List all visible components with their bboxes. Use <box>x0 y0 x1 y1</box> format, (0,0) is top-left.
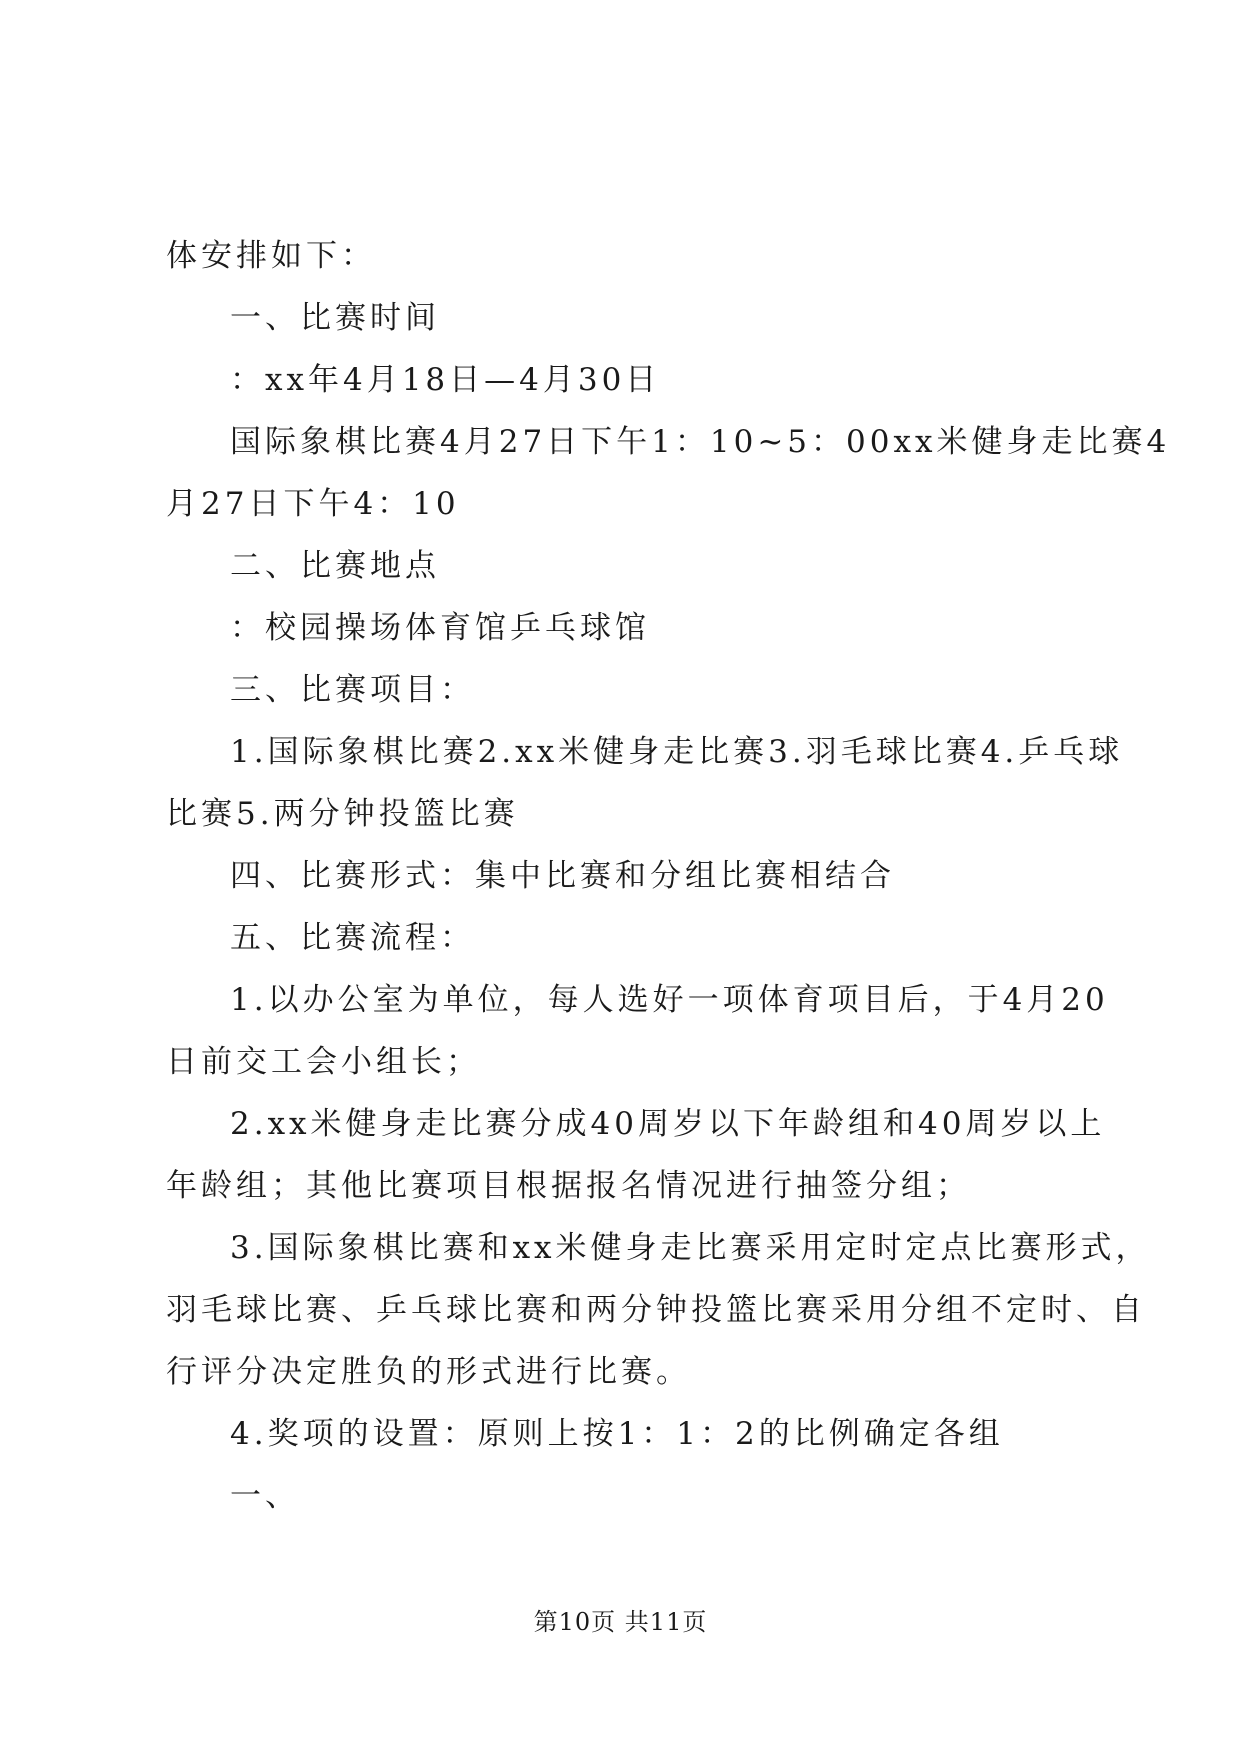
text-line: 体安排如下： <box>166 238 376 274</box>
section-heading: 四、比赛形式：集中比赛和分组比赛相结合 <box>230 858 895 894</box>
text-line: 1.以办公室为单位，每人选好一项体育项目后，于4月20 <box>230 982 1109 1018</box>
section-heading: 五、比赛流程： <box>230 920 475 956</box>
text-line: 年龄组；其他比赛项目根据报名情况进行抽签分组； <box>166 1168 971 1204</box>
text-line: 羽毛球比赛、乒乓球比赛和两分钟投篮比赛采用分组不定时、自 <box>166 1292 1146 1328</box>
section-heading: 一、比赛时间 <box>230 300 440 336</box>
text-line: ：xx年4月18日—4月30日 <box>230 362 661 398</box>
text-line: 一、 <box>230 1478 300 1514</box>
text-line: 日前交工会小组长； <box>166 1044 481 1080</box>
text-line: 4.奖项的设置：原则上按1：1：2的比例确定各组 <box>230 1416 1004 1452</box>
page-footer: 第10页 共11页 <box>533 1608 708 1636</box>
text-line: 行评分决定胜负的形式进行比赛。 <box>166 1354 691 1390</box>
text-line: 国际象棋比赛4月27日下午1：10~5：00xx米健身走比赛4 <box>230 424 1171 460</box>
section-heading: 三、比赛项目： <box>230 672 475 708</box>
text-line: 月27日下午4：10 <box>166 486 460 522</box>
section-heading: 二、比赛地点 <box>230 548 440 584</box>
text-line: 2.xx米健身走比赛分成40周岁以下年龄组和40周岁以上 <box>230 1106 1106 1142</box>
text-line: 1.国际象棋比赛2.xx米健身走比赛3.羽毛球比赛4.乒乓球 <box>230 734 1124 770</box>
text-line: 3.国际象棋比赛和xx米健身走比赛采用定时定点比赛形式， <box>230 1230 1151 1266</box>
text-line: 比赛5.两分钟投篮比赛 <box>166 796 519 832</box>
text-line: ：校园操场体育馆乒乓球馆 <box>230 610 650 646</box>
